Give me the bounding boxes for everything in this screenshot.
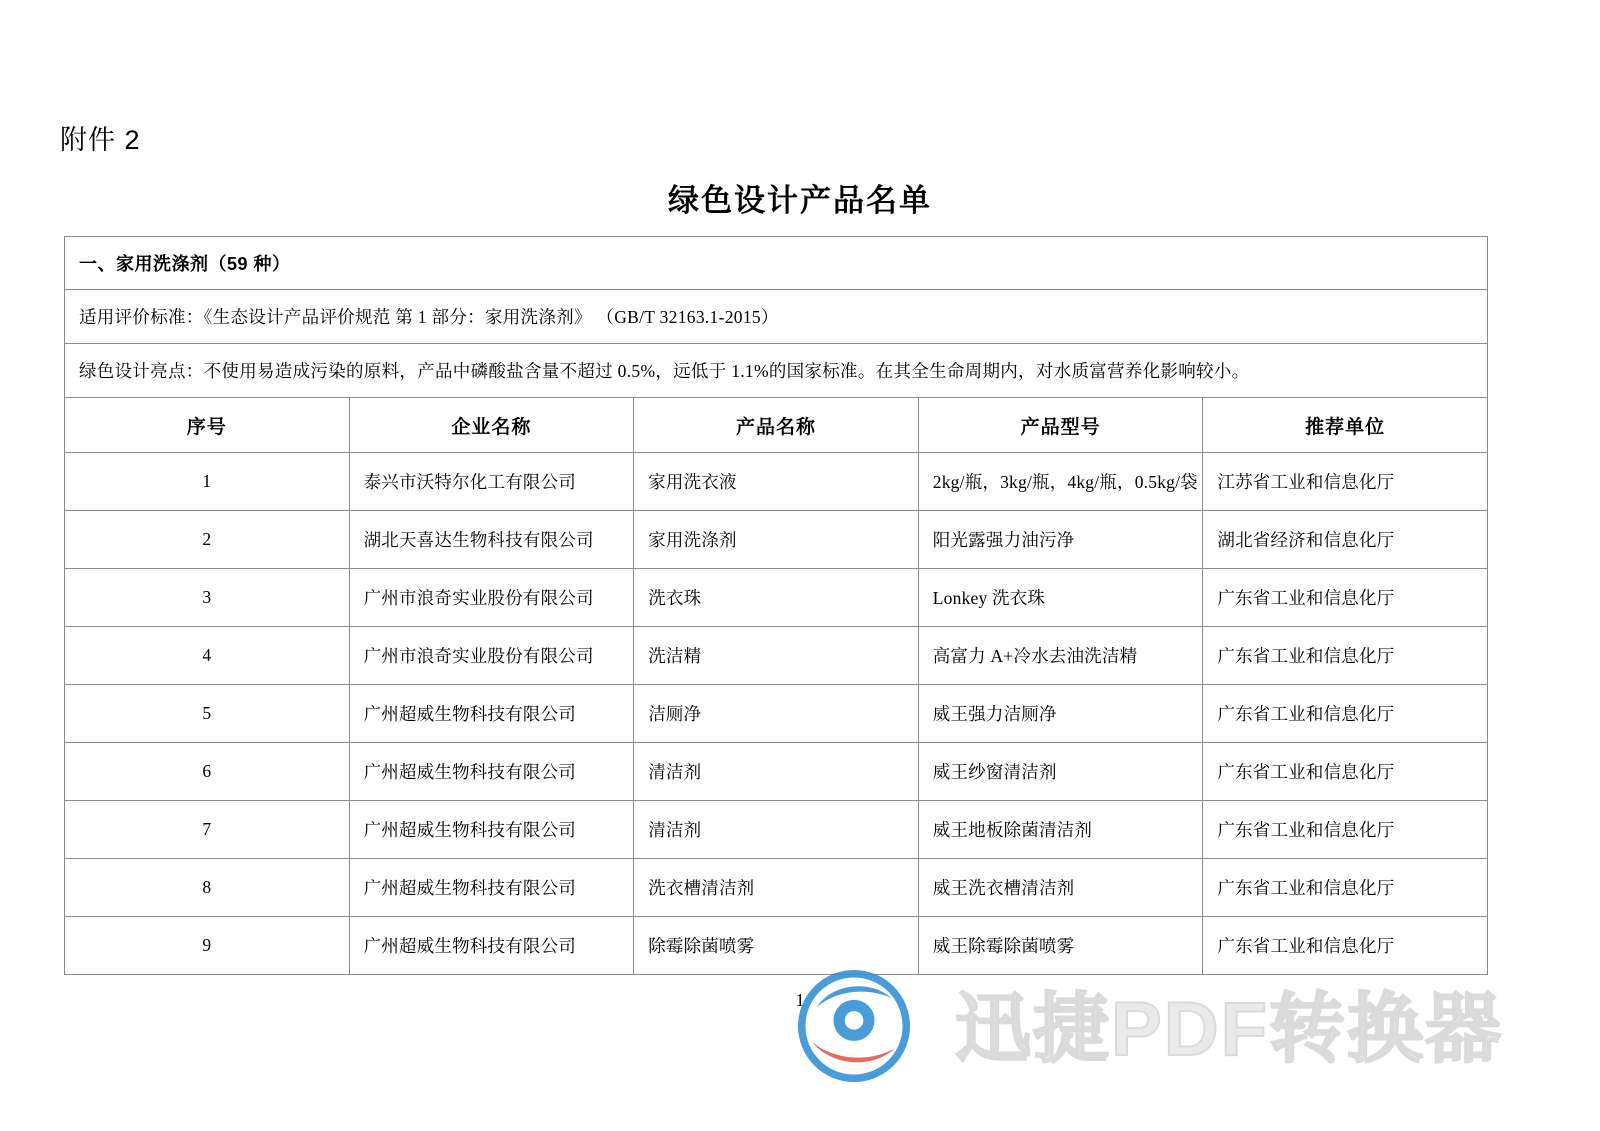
cell-product: 清洁剂	[634, 743, 919, 801]
cell-product: 家用洗衣液	[634, 453, 919, 511]
column-header-product: 产品名称	[634, 398, 919, 453]
table-row	[65, 453, 1488, 511]
cell-index: 1	[65, 453, 350, 511]
cell-index: 6	[65, 743, 350, 801]
cell-company: 广州市浪奇实业股份有限公司	[349, 569, 634, 627]
cell-company: 广州超威生物科技有限公司	[349, 685, 634, 743]
cell-company: 广州超威生物科技有限公司	[349, 801, 634, 859]
table-row	[65, 917, 1488, 975]
product-list-table	[64, 236, 1488, 975]
cell-index: 7	[65, 801, 350, 859]
green-design-highlight-text: 绿色设计亮点：不使用易造成污染的原料，产品中磷酸盐含量不超过 0.5%，远低于 1.1%的国家标准。在其全生命周期内，对水质富营养化影响较小。	[65, 344, 1488, 398]
cell-model: 威王洗衣槽清洁剂	[918, 859, 1203, 917]
pdf-converter-logo-icon	[795, 970, 913, 1082]
page-number: 1	[795, 990, 805, 1010]
cell-unit: 广东省工业和信息化厅	[1203, 627, 1488, 685]
cell-product: 家用洗涤剂	[634, 511, 919, 569]
cell-index: 2	[65, 511, 350, 569]
cell-product: 除霉除菌喷雾	[634, 917, 919, 975]
cell-model: Lonkey 洗衣珠	[918, 569, 1203, 627]
cell-model: 威王强力洁厕净	[918, 685, 1203, 743]
table-row	[65, 685, 1488, 743]
cell-model: 高富力 A+冷水去油洗洁精	[918, 627, 1203, 685]
highlight-row	[65, 344, 1488, 398]
table-row	[65, 859, 1488, 917]
cell-product: 洁厕净	[634, 685, 919, 743]
cell-product: 洗洁精	[634, 627, 919, 685]
table-row	[65, 743, 1488, 801]
cell-company: 广州超威生物科技有限公司	[349, 917, 634, 975]
cell-company: 广州超威生物科技有限公司	[349, 743, 634, 801]
cell-unit: 广东省工业和信息化厅	[1203, 569, 1488, 627]
product-list-table-wrapper	[64, 236, 1488, 975]
cell-unit: 广东省工业和信息化厅	[1203, 685, 1488, 743]
cell-model: 威王地板除菌清洁剂	[918, 801, 1203, 859]
standard-row	[65, 290, 1488, 344]
table-row	[65, 801, 1488, 859]
cell-product: 洗衣珠	[634, 569, 919, 627]
cell-index: 3	[65, 569, 350, 627]
attachment-label: 附件 2	[60, 125, 141, 155]
cell-company: 广州超威生物科技有限公司	[349, 859, 634, 917]
column-header-model: 产品型号	[918, 398, 1203, 453]
page-title: 绿色设计产品名单	[668, 183, 932, 218]
cell-index: 4	[65, 627, 350, 685]
cell-company: 湖北天喜达生物科技有限公司	[349, 511, 634, 569]
cell-unit: 湖北省经济和信息化厅	[1203, 511, 1488, 569]
watermark	[795, 962, 1535, 1092]
table-header-row	[65, 398, 1488, 453]
section-heading: 一、家用洗涤剂（59 种）	[65, 237, 1488, 290]
section-heading-row	[65, 237, 1488, 290]
cell-unit: 广东省工业和信息化厅	[1203, 743, 1488, 801]
cell-index: 9	[65, 917, 350, 975]
cell-model: 2kg/瓶，3kg/瓶，4kg/瓶，0.5kg/袋	[918, 453, 1203, 511]
table-row	[65, 511, 1488, 569]
column-header-index: 序号	[65, 398, 350, 453]
cell-index: 8	[65, 859, 350, 917]
cell-model: 威王除霉除菌喷雾	[918, 917, 1203, 975]
cell-unit: 广东省工业和信息化厅	[1203, 801, 1488, 859]
evaluation-standard-text: 适用评价标准：《生态设计产品评价规范 第 1 部分：家用洗涤剂》 （GB/T 32163.1-2015）	[65, 290, 1488, 344]
column-header-unit: 推荐单位	[1203, 398, 1488, 453]
column-header-company: 企业名称	[349, 398, 634, 453]
cell-unit: 广东省工业和信息化厅	[1203, 859, 1488, 917]
cell-unit: 广东省工业和信息化厅	[1203, 917, 1488, 975]
cell-unit: 江苏省工业和信息化厅	[1203, 453, 1488, 511]
table-row	[65, 569, 1488, 627]
table-row	[65, 627, 1488, 685]
cell-model: 阳光露强力油污净	[918, 511, 1203, 569]
cell-product: 清洁剂	[634, 801, 919, 859]
cell-model: 威王纱窗清洁剂	[918, 743, 1203, 801]
watermark-text: 迅捷PDF转换器	[955, 987, 1503, 1072]
cell-company: 广州市浪奇实业股份有限公司	[349, 627, 634, 685]
cell-index: 5	[65, 685, 350, 743]
cell-product: 洗衣槽清洁剂	[634, 859, 919, 917]
cell-company: 泰兴市沃特尔化工有限公司	[349, 453, 634, 511]
